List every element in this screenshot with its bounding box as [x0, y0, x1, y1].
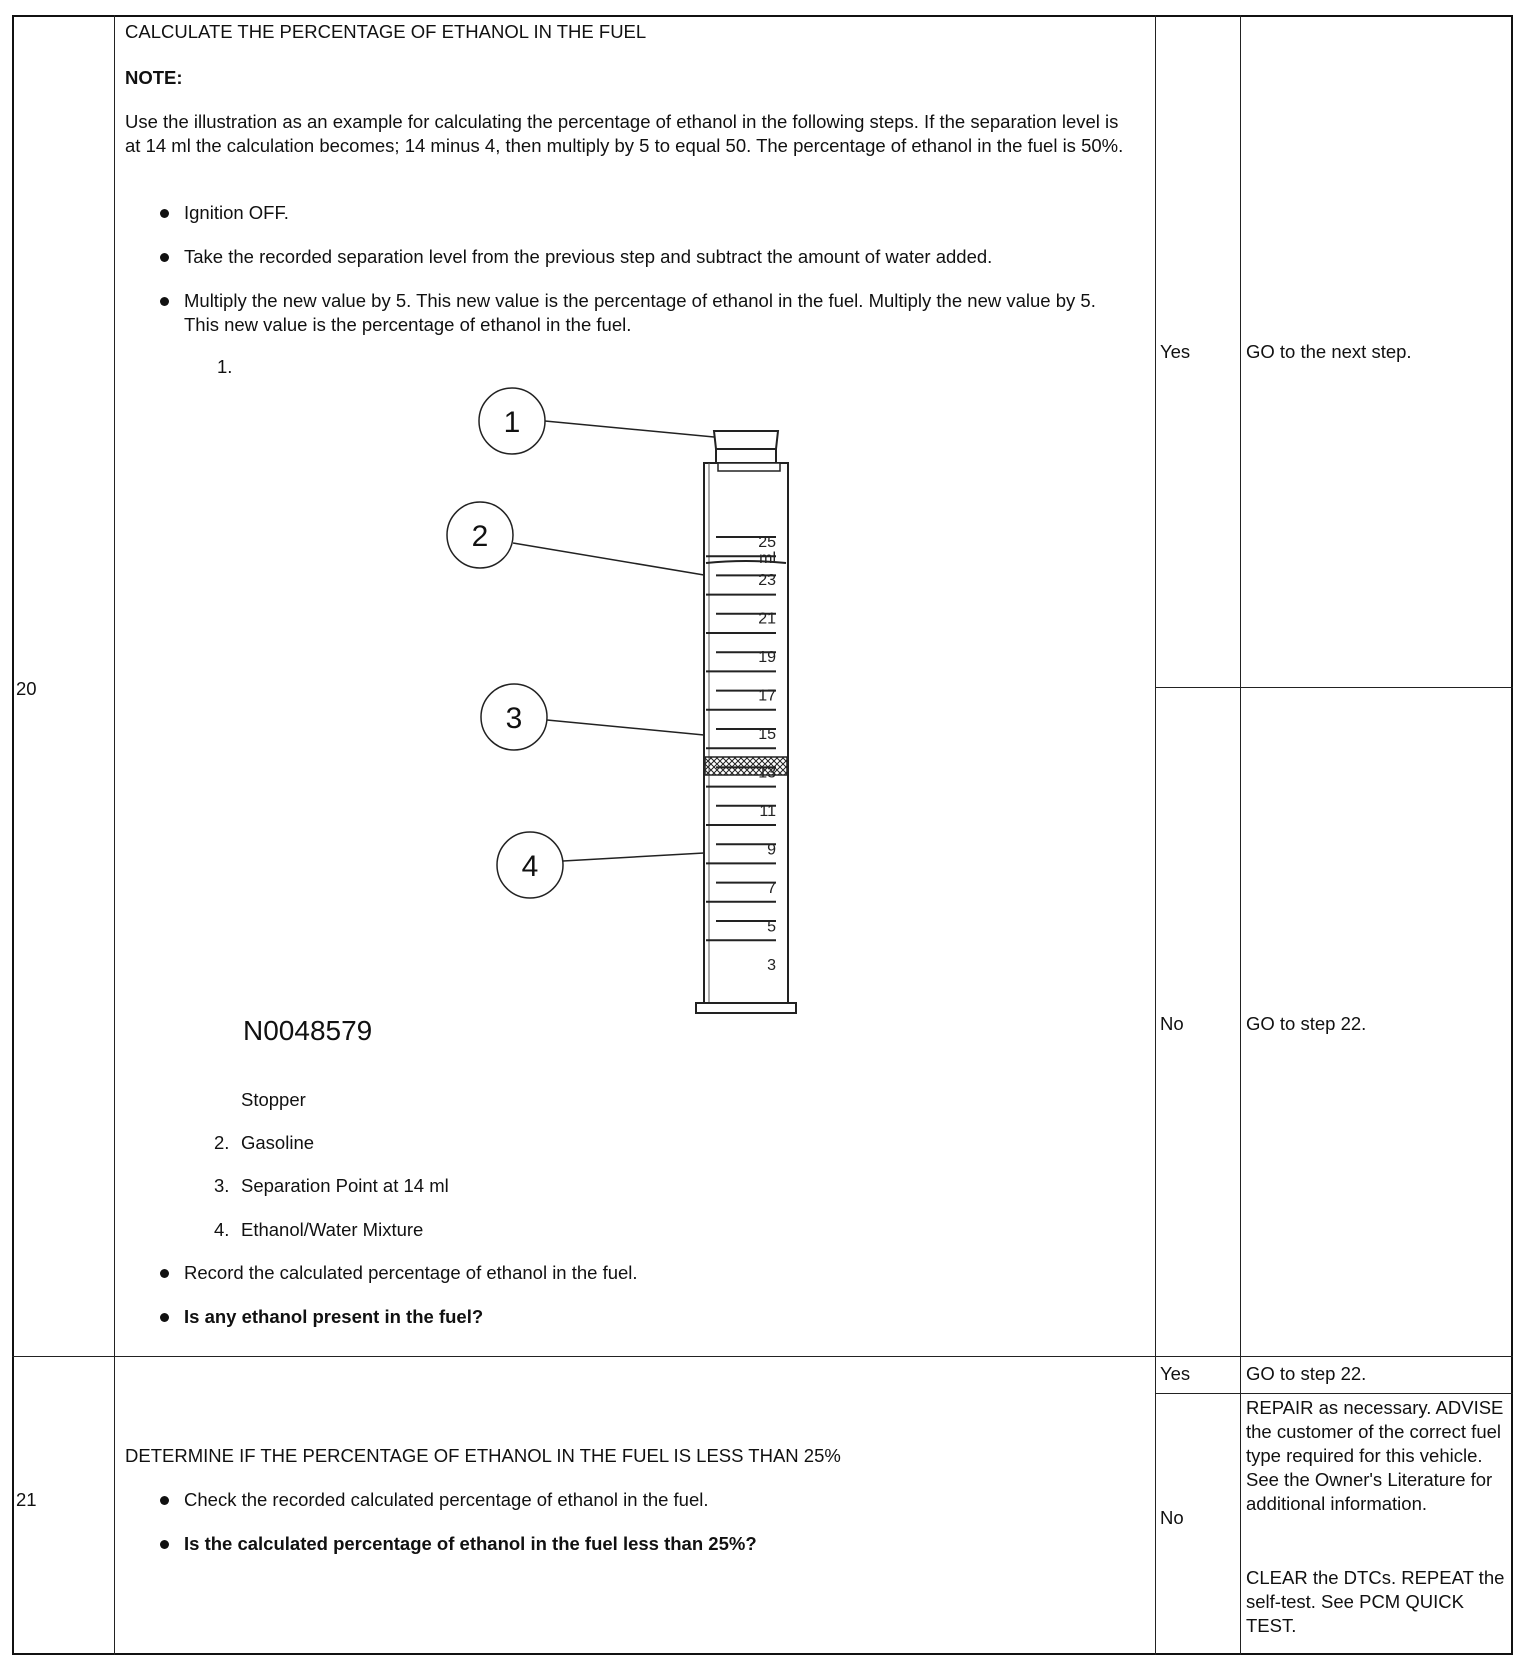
figure-id: N0048579 — [243, 1015, 373, 1046]
bullet-dot — [160, 297, 169, 306]
scale-label: 11 — [759, 803, 776, 820]
scale-label: 5 — [767, 918, 776, 936]
step-20-bullet-3: Multiply the new value by 5. This new value is the percentage of ethanol in the fuel. Multiply the new value by 5. This new value is the percentage of ethanol in the fuel. — [184, 290, 1096, 335]
row-divider-20-yes-no — [1155, 687, 1513, 688]
bullet-dot — [160, 1313, 169, 1322]
legend-item-2: Gasoline — [241, 1132, 315, 1153]
step-21-yes-action[interactable]: GO to step 22. — [1246, 1363, 1367, 1384]
bullet-dot — [160, 1496, 169, 1505]
step-20-no-label: No — [1160, 1013, 1184, 1034]
step-20-final-bullet-1: Record the calculated percentage of ethanol in the fuel. — [184, 1262, 638, 1283]
bullet-dot — [160, 1540, 169, 1549]
scale-label: 13 — [758, 764, 776, 782]
scale-label: 25 — [758, 534, 776, 551]
stopper — [714, 431, 778, 449]
column-divider-step — [114, 15, 115, 1655]
row-divider-21-yes-no — [1155, 1393, 1513, 1394]
step-20-no-action[interactable]: GO to step 22. — [1246, 1013, 1367, 1034]
step-21-no-action-1[interactable]: REPAIR as necessary. ADVISE the customer of the correct fuel type required for this vehicle. See the Owner's Literature for additional information. — [1246, 1397, 1504, 1514]
row-divider-20-21 — [12, 1356, 1513, 1357]
step-number-20: 20 — [16, 678, 37, 699]
legend-item-4-number: 4. — [214, 1219, 230, 1240]
legend-item-1: Stopper — [241, 1089, 306, 1110]
step-21-yes-label: Yes — [1160, 1363, 1191, 1384]
callout-label-2: 2 — [471, 520, 489, 553]
step-20-question: Is any ethanol present in the fuel? — [184, 1306, 484, 1327]
callout-label-1: 1 — [503, 406, 521, 439]
step-20-yes-label: Yes — [1160, 341, 1191, 362]
step-21-title: DETERMINE IF THE PERCENTAGE OF ETHANOL IN THE FUEL IS LESS THAN 25% — [125, 1445, 841, 1466]
note-label: NOTE: — [125, 67, 183, 88]
step-20-yes-action[interactable]: GO to the next step. — [1246, 341, 1412, 362]
scale-label: 9 — [767, 841, 776, 859]
callout-label-3: 3 — [505, 702, 523, 735]
scale-label: 3 — [767, 957, 776, 974]
scale-label: 23 — [758, 572, 776, 589]
cylinder-base — [696, 1003, 796, 1013]
graduated-cylinder-illustration — [471, 395, 840, 1075]
scale-label: ml — [759, 550, 776, 567]
bullet-dot — [160, 253, 169, 262]
legend-item-4: Ethanol/Water Mixture — [241, 1219, 424, 1240]
step-21-no-action-2[interactable]: CLEAR the DTCs. REPEAT the self-test. See PCM QUICK TEST. — [1246, 1567, 1505, 1636]
callout-label-4: 4 — [521, 850, 539, 883]
scale-label: 15 — [758, 726, 776, 743]
column-divider-action — [1240, 15, 1241, 1655]
column-divider-result — [1155, 15, 1156, 1655]
bullet-dot — [160, 209, 169, 218]
scale-label: 7 — [767, 880, 776, 897]
legend-item-3-number: 3. — [214, 1175, 230, 1196]
step-21-question: Is the calculated percentage of ethanol in the fuel less than 25%? — [184, 1533, 757, 1554]
legend-item-2-number: 2. — [214, 1132, 230, 1153]
legend-item-3: Separation Point at 14 ml — [241, 1175, 449, 1196]
step-number-21: 21 — [16, 1489, 37, 1510]
step-20-title: CALCULATE THE PERCENTAGE OF ETHANOL IN THE FUEL — [125, 21, 647, 42]
note-text: Use the illustration as an example for calculating the percentage of ethanol in the following steps. If the separation level is at 14 ml the calculation becomes; 14 minus 4, then multiply by 5 to equal 50. The percentage of ethanol in the fuel is 50%. — [125, 111, 1124, 156]
step-21-bullet-1: Check the recorded calculated percentage of ethanol in the fuel. — [184, 1489, 709, 1510]
step-21-no-label: No — [1160, 1507, 1184, 1528]
scale-label: 17 — [758, 687, 776, 705]
figure-list-number: 1. — [217, 356, 233, 377]
step-20-bullet-2: Take the recorded separation level from the previous step and subtract the amount of water added. — [184, 246, 993, 267]
scale-label: 19 — [758, 649, 776, 666]
step-20-bullet-1: Ignition OFF. — [184, 202, 289, 223]
scale-label: 21 — [758, 610, 776, 628]
bullet-dot — [160, 1269, 169, 1278]
